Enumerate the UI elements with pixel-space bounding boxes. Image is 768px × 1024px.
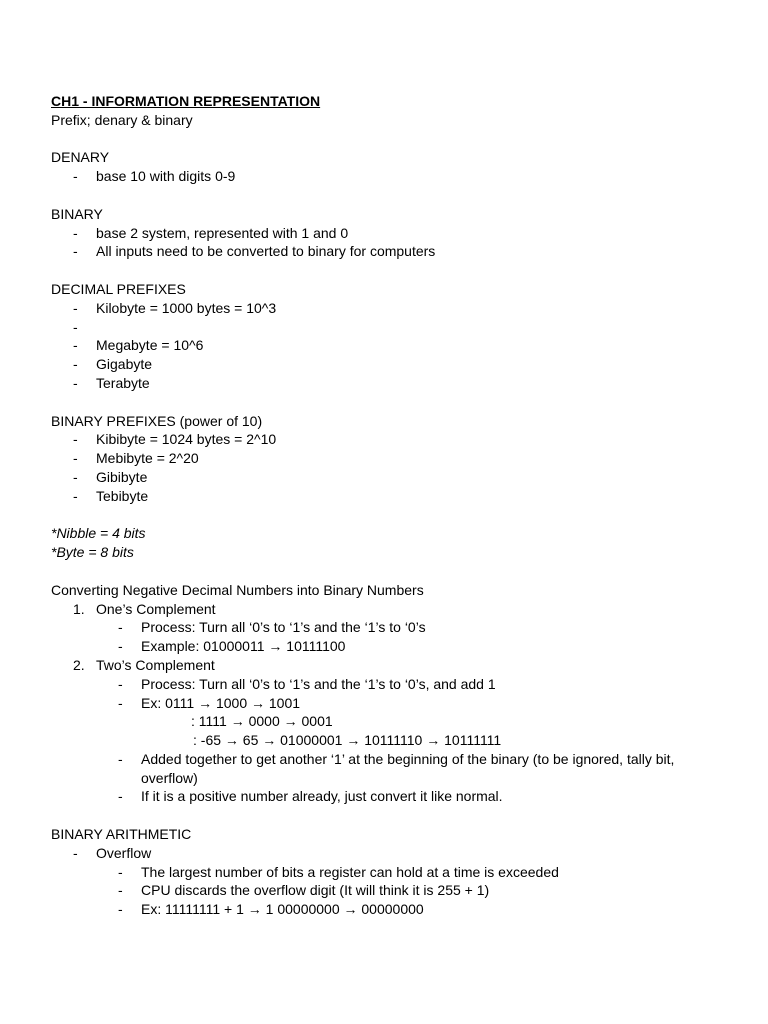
bullet-dash: - xyxy=(118,788,123,805)
list-item-text: base 10 with digits 0-9 xyxy=(96,168,236,185)
list-item xyxy=(51,167,731,186)
list-item xyxy=(51,468,731,487)
list-item xyxy=(51,787,731,806)
list-item-text: Two’s Complement xyxy=(96,656,215,673)
bullet-dash: - xyxy=(73,431,78,448)
section-heading-decimal-prefixes: DECIMAL PREFIXES xyxy=(51,280,186,297)
spacer xyxy=(51,130,731,149)
bullet-dash: - xyxy=(73,844,78,861)
list-item-text: Overflow xyxy=(96,844,152,861)
list-item-text: Added together to get another ‘1’ at the beginning of the binary (to be ignored, tally bit, overflow) xyxy=(141,750,675,786)
list-item-text: Example: 01000011 → 10111100 xyxy=(141,638,346,655)
section-heading-denary: DENARY xyxy=(51,149,110,166)
bullet-dash: - xyxy=(118,863,123,880)
list-item-text: Ex: 0111 → 1000 → 1001 xyxy=(141,694,301,711)
list-item-text: One’s Complement xyxy=(96,600,216,617)
list-item xyxy=(51,336,731,355)
list-item-text: If it is a positive number already, just convert it like normal. xyxy=(141,788,503,805)
list-item-text: Kilobyte = 1000 bytes = 10^3 xyxy=(96,299,277,316)
section-heading-binary: BINARY xyxy=(51,205,103,222)
list-item-text: Ex: 11111111 + 1 → 1 00000000 → 00000000 xyxy=(141,901,424,918)
list-item xyxy=(51,637,731,656)
section-heading-negative-conversion: Converting Negative Decimal Numbers into Binary Numbers xyxy=(51,581,424,598)
bullet-dash: - xyxy=(73,243,78,260)
list-item xyxy=(51,881,731,900)
list-item-text: CPU discards the overflow digit (It will think it is 255 + 1) xyxy=(141,882,490,899)
list-item xyxy=(51,618,731,637)
list-item-text: Tebibyte xyxy=(96,487,149,504)
list-item xyxy=(51,430,731,449)
list-item-text: Terabyte xyxy=(96,374,150,391)
spacer xyxy=(51,393,731,412)
bullet-dash: - xyxy=(118,619,123,636)
list-item xyxy=(51,844,731,863)
list-item xyxy=(51,750,731,788)
note-nibble: *Nibble = 4 bits xyxy=(51,525,146,542)
list-item-text: Process: Turn all ‘0’s to ‘1’s and the ‘1’s to ‘0’s xyxy=(141,619,426,636)
list-item-text: Gigabyte xyxy=(96,356,153,373)
section-heading-binary-prefixes: BINARY PREFIXES (power of 10) xyxy=(51,412,263,429)
list-number: 2. xyxy=(73,656,85,673)
list-item-text: Megabyte = 10^6 xyxy=(96,337,204,354)
spacer xyxy=(51,261,731,280)
spacer xyxy=(51,506,731,525)
bullet-dash: - xyxy=(73,168,78,185)
bullet-dash: - xyxy=(118,638,123,655)
bullet-dash: - xyxy=(73,487,78,504)
list-item xyxy=(51,694,731,713)
bullet-dash: - xyxy=(73,468,78,485)
bullet-dash: - xyxy=(118,750,123,767)
list-item-text: Gibibyte xyxy=(96,468,148,485)
bullet-dash: - xyxy=(73,337,78,354)
list-item xyxy=(51,900,731,919)
list-item xyxy=(51,355,731,374)
spacer xyxy=(51,186,731,205)
list-item xyxy=(51,863,731,882)
list-item-text: base 2 system, represented with 1 and 0 xyxy=(96,224,349,241)
example-continuation: : 1111 → 0000 → 0001 xyxy=(191,713,333,730)
document-title: CH1 - INFORMATION REPRESENTATION xyxy=(51,93,321,109)
list-item-text: Mebibyte = 2^20 xyxy=(96,450,199,467)
bullet-dash: - xyxy=(73,356,78,373)
list-item-text: Process: Turn all ‘0’s to ‘1’s and the ‘1’s to ‘0’s, and add 1 xyxy=(141,675,496,692)
list-item xyxy=(51,675,731,694)
list-item-text: The largest number of bits a register can hold at a time is exceeded xyxy=(141,863,559,880)
bullet-dash: - xyxy=(118,694,123,711)
list-item-text: Kibibyte = 1024 bytes = 2^10 xyxy=(96,431,277,448)
bullet-dash: - xyxy=(73,450,78,467)
list-item xyxy=(51,242,731,261)
spacer xyxy=(51,806,731,825)
example-continuation: : -65 → 65 → 01000001 → 10111110 → 10111111 xyxy=(193,732,502,749)
document-subtitle: Prefix; denary & binary xyxy=(51,111,193,128)
bullet-dash: - xyxy=(118,901,123,918)
document-page xyxy=(51,92,731,919)
list-item xyxy=(51,299,731,318)
bullet-dash: - xyxy=(118,882,123,899)
spacer xyxy=(51,562,731,581)
numbered-item-ones-complement xyxy=(51,600,731,619)
note-byte: *Byte = 8 bits xyxy=(51,544,134,561)
list-item xyxy=(51,318,731,337)
list-number: 1. xyxy=(73,600,85,617)
list-item xyxy=(51,374,731,393)
bullet-dash: - xyxy=(73,318,78,335)
bullet-dash: - xyxy=(73,374,78,391)
list-item-text: All inputs need to be converted to binary for computers xyxy=(96,243,436,260)
list-item xyxy=(51,224,731,243)
numbered-item-twos-complement xyxy=(51,656,731,675)
section-heading-binary-arithmetic: BINARY ARITHMETIC xyxy=(51,826,192,843)
bullet-dash: - xyxy=(73,224,78,241)
bullet-dash: - xyxy=(118,675,123,692)
list-item xyxy=(51,487,731,506)
list-item xyxy=(51,449,731,468)
bullet-dash: - xyxy=(73,299,78,316)
